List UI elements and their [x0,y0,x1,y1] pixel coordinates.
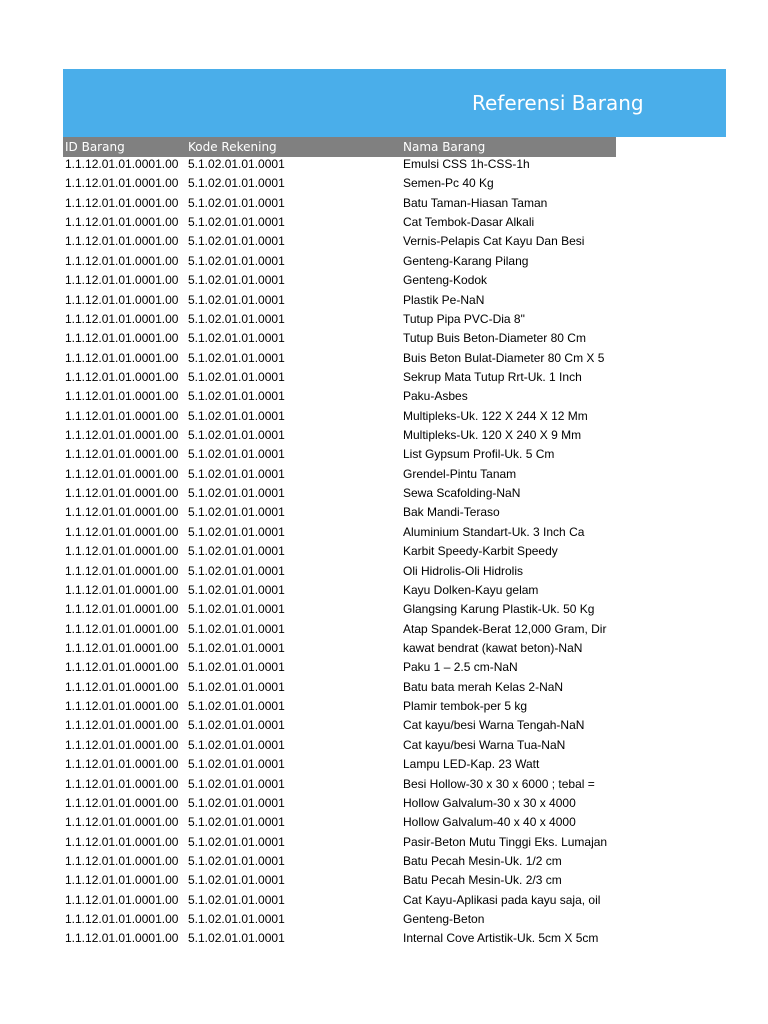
cell-kode-rekening: 5.1.02.01.01.0001 [188,369,285,384]
cell-id-barang: 1.1.12.01.01.0001.00 [65,776,179,791]
cell-kode-rekening: 5.1.02.01.01.0001 [188,621,285,636]
table-row [63,910,616,929]
table-row [63,542,616,561]
cell-nama-barang: Vernis-Pelapis Cat Kayu Dan Besi [403,234,585,249]
cell-id-barang: 1.1.12.01.01.0001.00 [65,544,179,559]
table-row [63,368,616,387]
table-row [63,252,616,271]
cell-nama-barang: Pasir-Beton Mutu Tinggi Eks. Lumajan [403,834,608,849]
cell-nama-barang: List Gypsum Profil-Uk. 5 Cm [403,447,555,462]
table-row [63,271,616,290]
page-title: Referensi Barang [472,91,644,115]
cell-nama-barang: Paku-Asbes [403,389,468,404]
table-row [63,697,616,716]
cell-id-barang: 1.1.12.01.01.0001.00 [65,660,179,675]
cell-kode-rekening: 5.1.02.01.01.0001 [188,389,285,404]
table-row [63,736,616,755]
cell-kode-rekening: 5.1.02.01.01.0001 [188,273,285,288]
table-row [63,291,616,310]
cell-id-barang: 1.1.12.01.01.0001.00 [65,912,179,927]
cell-id-barang: 1.1.12.01.01.0001.00 [65,486,179,501]
cell-kode-rekening: 5.1.02.01.01.0001 [188,834,285,849]
cell-kode-rekening: 5.1.02.01.01.0001 [188,718,285,733]
table-row [63,929,616,948]
cell-kode-rekening: 5.1.02.01.01.0001 [188,776,285,791]
cell-kode-rekening: 5.1.02.01.01.0001 [188,447,285,462]
column-header-nama-barang: Nama Barang [403,140,486,154]
cell-id-barang: 1.1.12.01.01.0001.00 [65,466,179,481]
table-row [63,155,616,174]
cell-kode-rekening: 5.1.02.01.01.0001 [188,524,285,539]
table-row [63,310,616,329]
cell-id-barang: 1.1.12.01.01.0001.00 [65,757,179,772]
cell-kode-rekening: 5.1.02.01.01.0001 [188,640,285,655]
cell-nama-barang: Aluminium Standart-Uk. 3 Inch Ca [403,524,585,539]
cell-nama-barang: Tutup Pipa PVC-Dia 8" [403,311,525,326]
cell-nama-barang: Paku 1 – 2.5 cm-NaN [403,660,518,675]
table-row [63,852,616,871]
cell-nama-barang: Oli Hidrolis-Oli Hidrolis [403,563,524,578]
cell-kode-rekening: 5.1.02.01.01.0001 [188,195,285,210]
table-row [63,833,616,852]
table-row [63,658,616,677]
cell-nama-barang: Internal Cove Artistik-Uk. 5cm X 5cm [403,931,599,946]
cell-kode-rekening: 5.1.02.01.01.0001 [188,679,285,694]
cell-nama-barang: Cat Kayu-Aplikasi pada kayu saja, oil [403,892,601,907]
cell-id-barang: 1.1.12.01.01.0001.00 [65,679,179,694]
cell-id-barang: 1.1.12.01.01.0001.00 [65,311,179,326]
cell-nama-barang: Karbit Speedy-Karbit Speedy [403,544,558,559]
cell-kode-rekening: 5.1.02.01.01.0001 [188,699,285,714]
cell-id-barang: 1.1.12.01.01.0001.00 [65,699,179,714]
cell-nama-barang: Genteng-Beton [403,912,485,927]
cell-id-barang: 1.1.12.01.01.0001.00 [65,621,179,636]
cell-nama-barang: Atap Spandek-Berat 12,000 Gram, Dir [403,621,607,636]
cell-nama-barang: Tutup Buis Beton-Diameter 80 Cm [403,331,586,346]
table-header [63,137,616,157]
table-row [63,581,616,600]
cell-id-barang: 1.1.12.01.01.0001.00 [65,176,179,191]
cell-id-barang: 1.1.12.01.01.0001.00 [65,873,179,888]
cell-kode-rekening: 5.1.02.01.01.0001 [188,505,285,520]
cell-id-barang: 1.1.12.01.01.0001.00 [65,892,179,907]
table-row [63,213,616,232]
cell-id-barang: 1.1.12.01.01.0001.00 [65,428,179,443]
cell-id-barang: 1.1.12.01.01.0001.00 [65,931,179,946]
cell-nama-barang: Sewa Scafolding-NaN [403,486,521,501]
cell-nama-barang: Genteng-Kodok [403,273,488,288]
cell-kode-rekening: 5.1.02.01.01.0001 [188,176,285,191]
table-row [63,620,616,639]
table-row [63,523,616,542]
cell-id-barang: 1.1.12.01.01.0001.00 [65,640,179,655]
table-row [63,465,616,484]
cell-kode-rekening: 5.1.02.01.01.0001 [188,157,285,171]
cell-nama-barang: Plamir tembok-per 5 kg [403,699,528,714]
column-header-id-barang: ID Barang [65,140,125,154]
cell-id-barang: 1.1.12.01.01.0001.00 [65,331,179,346]
cell-id-barang: 1.1.12.01.01.0001.00 [65,408,179,423]
cell-nama-barang: Hollow Galvalum-30 x 30 x 4000 [403,795,576,810]
cell-id-barang: 1.1.12.01.01.0001.00 [65,447,179,462]
table-row [63,678,616,697]
cell-kode-rekening: 5.1.02.01.01.0001 [188,815,285,830]
cell-nama-barang: Kayu Dolken-Kayu gelam [403,582,539,597]
cell-kode-rekening: 5.1.02.01.01.0001 [188,311,285,326]
cell-id-barang: 1.1.12.01.01.0001.00 [65,253,179,268]
table-row [63,349,616,368]
cell-kode-rekening: 5.1.02.01.01.0001 [188,912,285,927]
cell-kode-rekening: 5.1.02.01.01.0001 [188,408,285,423]
cell-kode-rekening: 5.1.02.01.01.0001 [188,795,285,810]
cell-nama-barang: Emulsi CSS 1h-CSS-1h [403,157,530,171]
cell-nama-barang: Besi Hollow-30 x 30 x 6000 ; tebal = [403,776,595,791]
cell-nama-barang: kawat bendrat (kawat beton)-NaN [403,640,583,655]
cell-kode-rekening: 5.1.02.01.01.0001 [188,253,285,268]
cell-kode-rekening: 5.1.02.01.01.0001 [188,563,285,578]
cell-id-barang: 1.1.12.01.01.0001.00 [65,505,179,520]
table-row [63,194,616,213]
cell-id-barang: 1.1.12.01.01.0001.00 [65,273,179,288]
cell-nama-barang: Batu Pecah Mesin-Uk. 1/2 cm [403,853,562,868]
table-body [63,155,616,949]
table-row [63,813,616,832]
cell-nama-barang: Batu bata merah Kelas 2-NaN [403,679,564,694]
cell-id-barang: 1.1.12.01.01.0001.00 [65,737,179,752]
cell-nama-barang: Multipleks-Uk. 120 X 240 X 9 Mm [403,428,582,443]
cell-id-barang: 1.1.12.01.01.0001.00 [65,815,179,830]
table-row [63,775,616,794]
cell-kode-rekening: 5.1.02.01.01.0001 [188,466,285,481]
table-row [63,174,616,193]
cell-kode-rekening: 5.1.02.01.01.0001 [188,931,285,946]
cell-kode-rekening: 5.1.02.01.01.0001 [188,602,285,617]
cell-id-barang: 1.1.12.01.01.0001.00 [65,795,179,810]
cell-kode-rekening: 5.1.02.01.01.0001 [188,331,285,346]
table-row [63,891,616,910]
cell-id-barang: 1.1.12.01.01.0001.00 [65,853,179,868]
cell-id-barang: 1.1.12.01.01.0001.00 [65,602,179,617]
cell-nama-barang: Semen-Pc 40 Kg [403,176,494,191]
cell-id-barang: 1.1.12.01.01.0001.00 [65,582,179,597]
table-row [63,871,616,890]
table-row [63,600,616,619]
cell-kode-rekening: 5.1.02.01.01.0001 [188,892,285,907]
cell-nama-barang: Cat kayu/besi Warna Tua-NaN [403,737,566,752]
cell-id-barang: 1.1.12.01.01.0001.00 [65,524,179,539]
cell-id-barang: 1.1.12.01.01.0001.00 [65,834,179,849]
cell-nama-barang: Grendel-Pintu Tanam [403,466,517,481]
table-row [63,426,616,445]
cell-nama-barang: Buis Beton Bulat-Diameter 80 Cm X 5 [403,350,605,365]
table-row [63,755,616,774]
cell-kode-rekening: 5.1.02.01.01.0001 [188,873,285,888]
cell-nama-barang: Hollow Galvalum-40 x 40 x 4000 [403,815,576,830]
table-row [63,639,616,658]
cell-kode-rekening: 5.1.02.01.01.0001 [188,292,285,307]
table-row [63,329,616,348]
table-row [63,407,616,426]
table-row [63,484,616,503]
table-row [63,387,616,406]
cell-id-barang: 1.1.12.01.01.0001.00 [65,215,179,230]
cell-nama-barang: Cat Tembok-Dasar Alkali [403,215,535,230]
cell-kode-rekening: 5.1.02.01.01.0001 [188,737,285,752]
cell-kode-rekening: 5.1.02.01.01.0001 [188,660,285,675]
cell-nama-barang: Glangsing Karung Plastik-Uk. 50 Kg [403,602,595,617]
cell-nama-barang: Batu Pecah Mesin-Uk. 2/3 cm [403,873,562,888]
column-header-kode-rekening: Kode Rekening [188,140,277,154]
cell-kode-rekening: 5.1.02.01.01.0001 [188,234,285,249]
cell-id-barang: 1.1.12.01.01.0001.00 [65,563,179,578]
cell-kode-rekening: 5.1.02.01.01.0001 [188,853,285,868]
cell-id-barang: 1.1.12.01.01.0001.00 [65,234,179,249]
cell-nama-barang: Cat kayu/besi Warna Tengah-NaN [403,718,585,733]
cell-kode-rekening: 5.1.02.01.01.0001 [188,215,285,230]
table-row [63,232,616,251]
table-row [63,716,616,735]
cell-kode-rekening: 5.1.02.01.01.0001 [188,428,285,443]
cell-nama-barang: Lampu LED-Kap. 23 Watt [403,757,540,772]
cell-nama-barang: Batu Taman-Hiasan Taman [403,195,548,210]
cell-nama-barang: Bak Mandi-Teraso [403,505,500,520]
cell-id-barang: 1.1.12.01.01.0001.00 [65,718,179,733]
cell-kode-rekening: 5.1.02.01.01.0001 [188,582,285,597]
cell-kode-rekening: 5.1.02.01.01.0001 [188,757,285,772]
cell-id-barang: 1.1.12.01.01.0001.00 [65,369,179,384]
cell-kode-rekening: 5.1.02.01.01.0001 [188,350,285,365]
cell-id-barang: 1.1.12.01.01.0001.00 [65,195,179,210]
table-row [63,445,616,464]
cell-id-barang: 1.1.12.01.01.0001.00 [65,389,179,404]
table-row [63,794,616,813]
table-row [63,503,616,522]
table-row [63,562,616,581]
cell-id-barang: 1.1.12.01.01.0001.00 [65,292,179,307]
cell-kode-rekening: 5.1.02.01.01.0001 [188,486,285,501]
cell-id-barang: 1.1.12.01.01.0001.00 [65,350,179,365]
title-banner [63,69,726,137]
cell-nama-barang: Multipleks-Uk. 122 X 244 X 12 Mm [403,408,588,423]
cell-kode-rekening: 5.1.02.01.01.0001 [188,544,285,559]
cell-nama-barang: Sekrup Mata Tutup Rrt-Uk. 1 Inch [403,369,582,384]
cell-nama-barang: Genteng-Karang Pilang [403,253,529,268]
cell-nama-barang: Plastik Pe-NaN [403,292,485,307]
cell-id-barang: 1.1.12.01.01.0001.00 [65,157,179,171]
